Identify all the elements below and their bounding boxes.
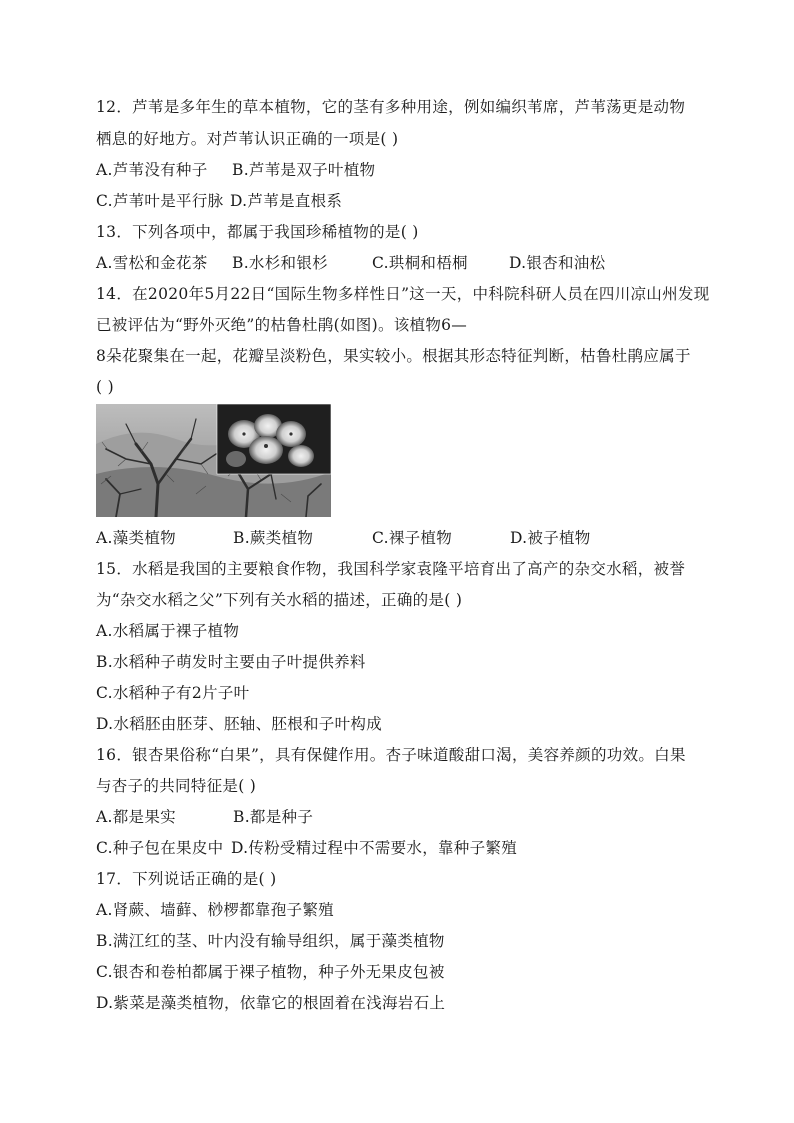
q15-stem-line2: 为“杂交水稻之父”下列有关水稻的描述，正确的是( ): [96, 591, 463, 609]
q13-option-c[interactable]: C.珙桐和梧桐: [372, 254, 468, 272]
q15-option-c[interactable]: C.水稻种子有2片子叶: [96, 684, 250, 702]
q12-option-d[interactable]: D.芦苇是直根系: [230, 192, 343, 210]
q12-option-a[interactable]: A.芦苇没有种子: [96, 161, 208, 179]
q13-option-a[interactable]: A.雪松和金花茶: [96, 254, 208, 272]
q12-stem-line2: 栖息的好地方。对芦苇认识正确的一项是( ): [96, 130, 399, 148]
q12-option-c[interactable]: C.芦苇叶是平行脉: [96, 192, 224, 210]
q16-option-c[interactable]: C.种子包在果皮中: [96, 839, 224, 857]
q17-option-d[interactable]: D.紫菜是藻类植物，依靠它的根固着在浅海岩石上: [96, 994, 446, 1012]
q15-stem-line1: 15．水稻是我国的主要粮食作物，我国科学家袁隆平培育出了高产的杂交水稻，被誉: [96, 560, 686, 578]
q17-stem: 17．下列说话正确的是( ): [96, 870, 277, 888]
q15-option-a[interactable]: A.水稻属于裸子植物: [96, 622, 240, 640]
q16-stem-line1: 16．银杏果俗称“白果”，具有保健作用。杏子味道酸甜口渴，美容养颜的功效。白果: [96, 746, 686, 764]
rhododendron-photo: [96, 404, 331, 517]
q14-stem-line3: 8朵花聚集在一起，花瓣呈淡粉色，果实较小。根据其形态特征判断，枯鲁杜鹃应属于: [96, 347, 691, 365]
q14-option-b[interactable]: B.蕨类植物: [233, 529, 314, 547]
q14-stem-line2: 已被评估为“野外灭绝”的枯鲁杜鹃(如图)。该植物6—: [96, 316, 468, 334]
q13-option-d[interactable]: D.银杏和油松: [509, 254, 606, 272]
q16-option-b[interactable]: B.都是种子: [233, 808, 314, 826]
q14-option-d[interactable]: D.被子植物: [510, 529, 591, 547]
q12-stem-line1: 12．芦苇是多年生的草本植物，它的茎有多种用途，例如编织苇席，芦苇荡更是动物: [96, 98, 686, 116]
q14-stem-line4: ( ): [96, 378, 114, 396]
q16-option-d[interactable]: D.传粉受精过程中不需要水，靠种子繁殖: [231, 839, 518, 857]
q16-stem-line2: 与杏子的共同特征是( ): [96, 777, 257, 795]
q17-option-a[interactable]: A.肾蕨、墙藓、桫椤都靠孢子繁殖: [96, 901, 334, 919]
q13-option-b[interactable]: B.水杉和银杉: [232, 254, 328, 272]
q16-option-a[interactable]: A.都是果实: [96, 808, 176, 826]
q17-option-b[interactable]: B.满江红的茎、叶内没有输导组织，属于藻类植物: [96, 932, 445, 950]
q17-option-c[interactable]: C.银杏和卷柏都属于裸子植物，种子外无果皮包被: [96, 963, 445, 981]
q15-option-b[interactable]: B.水稻种子萌发时主要由子叶提供养料: [96, 653, 366, 671]
q13-stem: 13．下列各项中，都属于我国珍稀植物的是( ): [96, 223, 419, 241]
q15-option-d[interactable]: D.水稻胚由胚芽、胚轴、胚根和子叶构成: [96, 715, 383, 733]
q14-option-c[interactable]: C.裸子植物: [372, 529, 453, 547]
q14-stem-line1: 14．在2020年5月22日“国际生物多样性日”这一天，中科院科研人员在四川凉山州发现: [96, 285, 710, 303]
q14-option-a[interactable]: A.藻类植物: [96, 529, 176, 547]
q12-option-b[interactable]: B.芦苇是双子叶植物: [232, 161, 376, 179]
